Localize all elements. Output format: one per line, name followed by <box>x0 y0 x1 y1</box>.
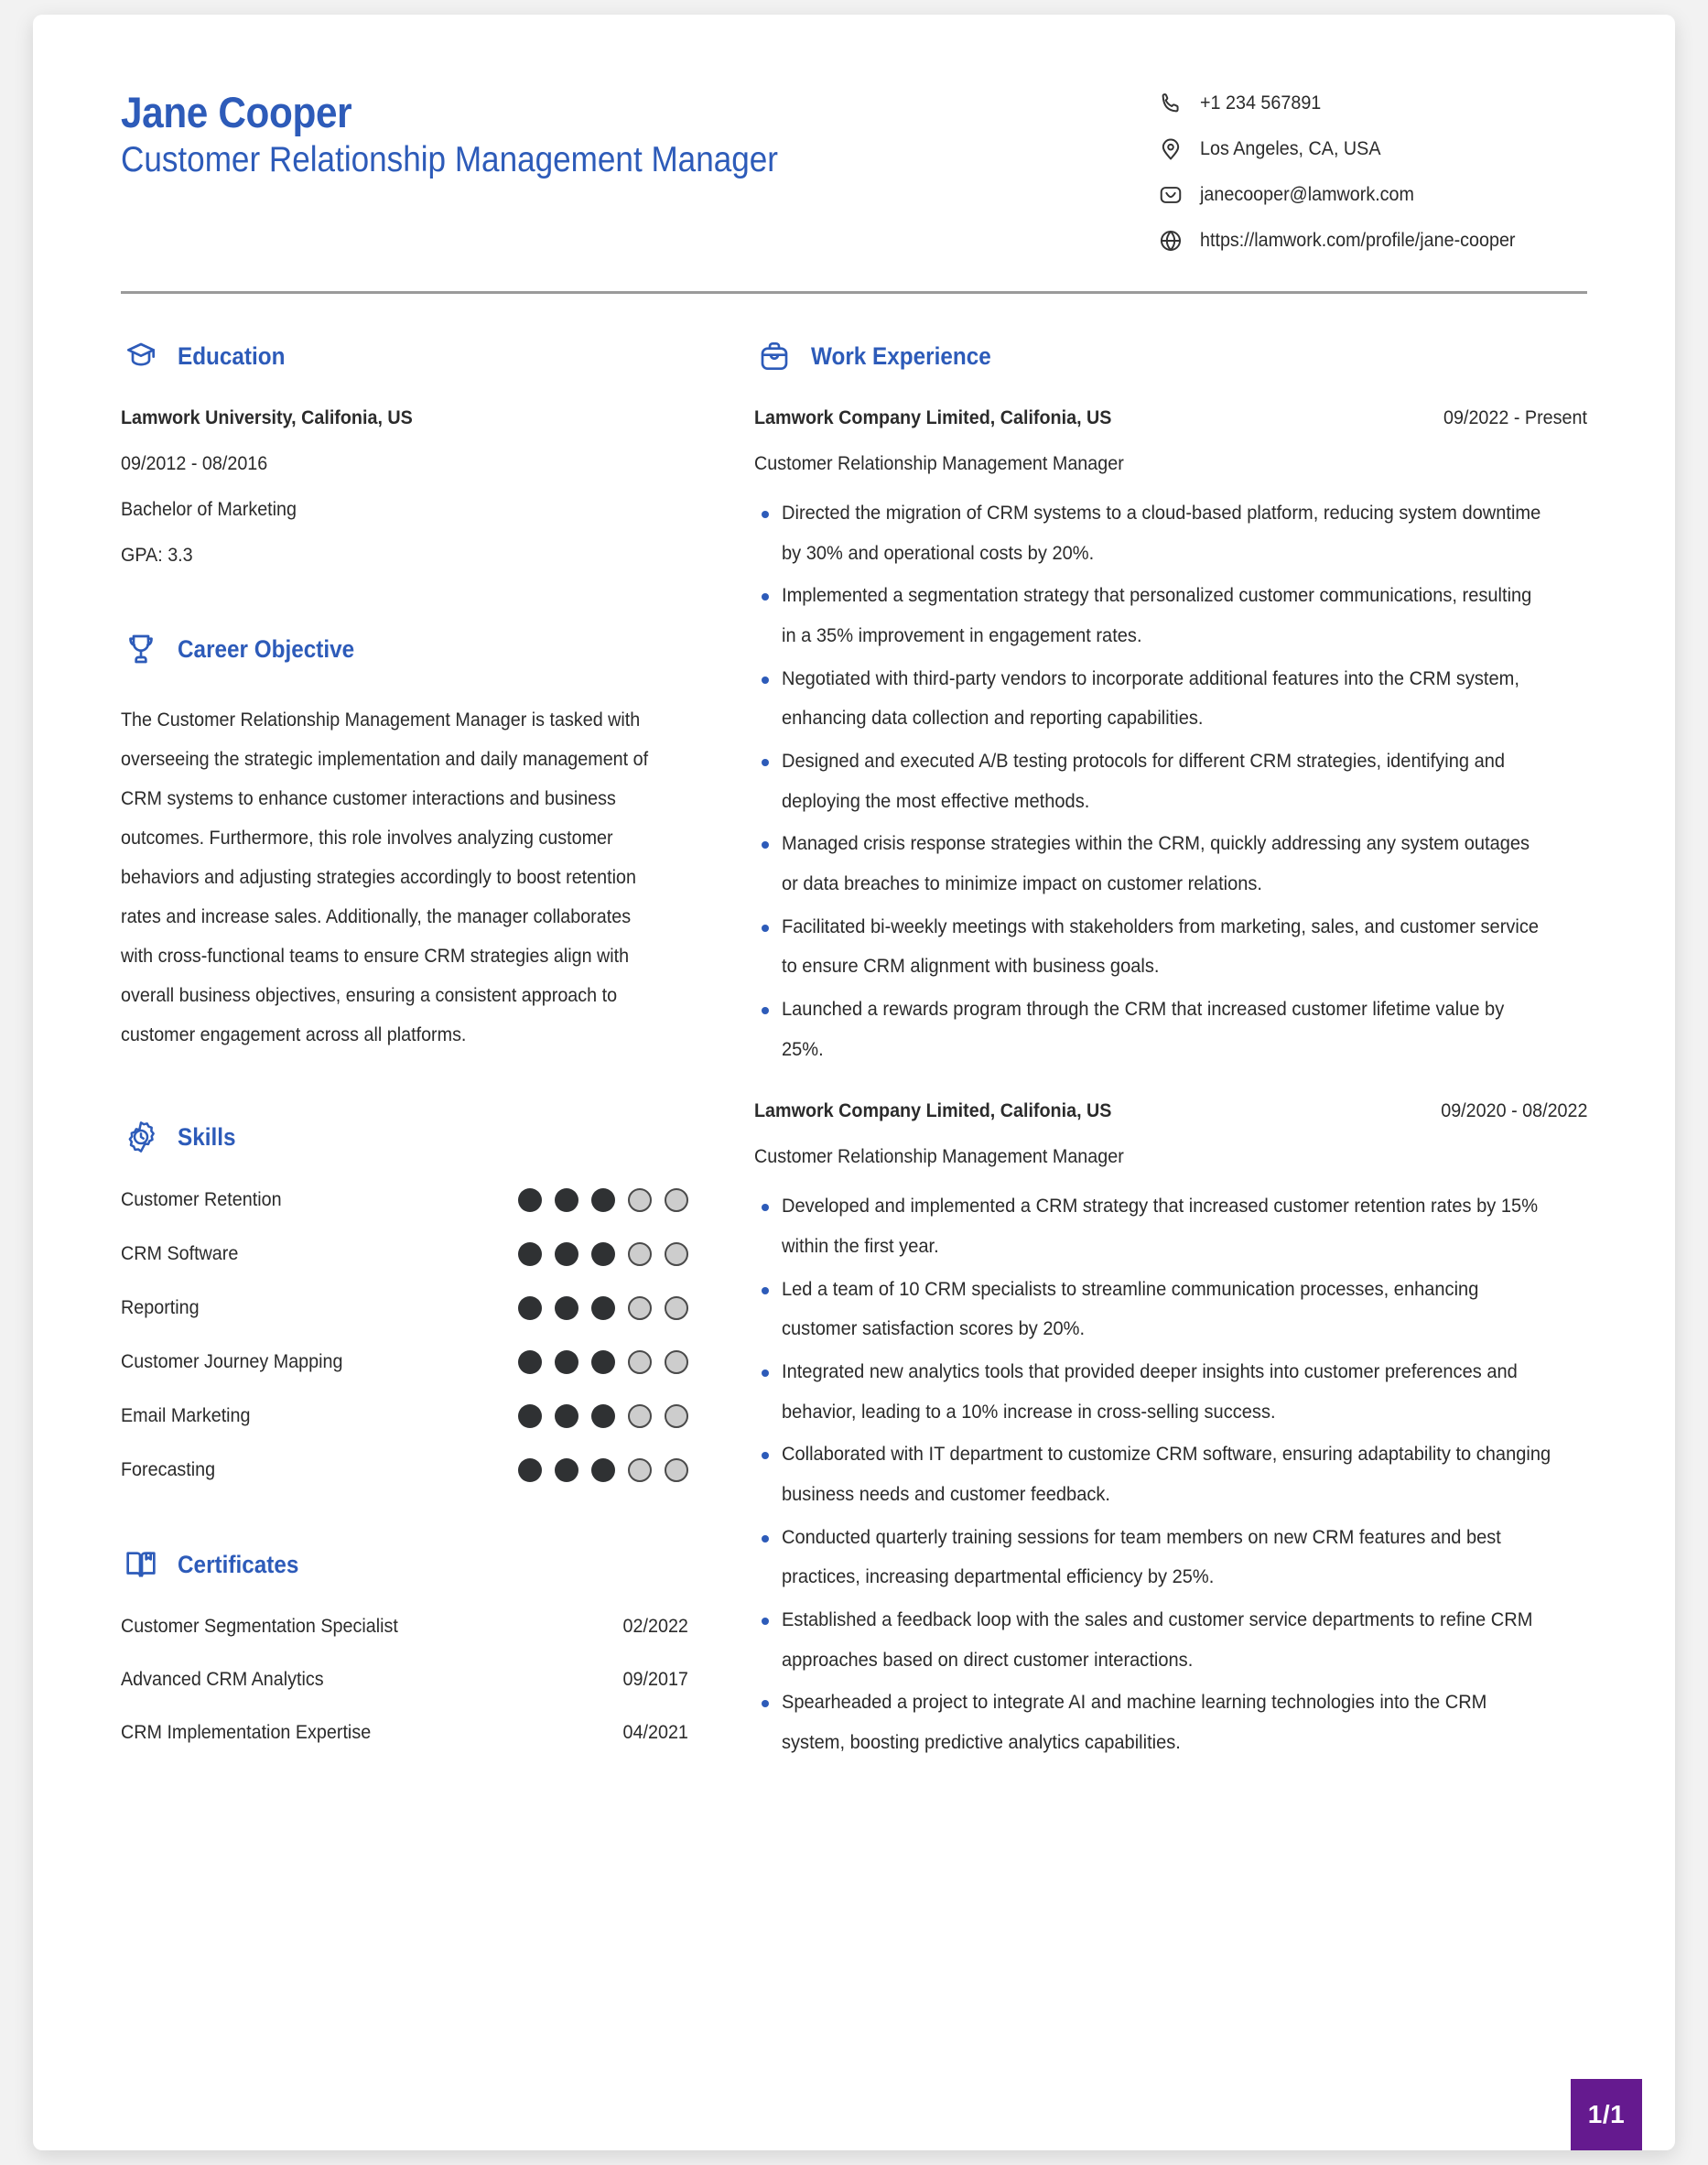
education-dates: 09/2012 - 08/2016 <box>121 453 268 474</box>
job-role: Customer Relationship Management Manager <box>754 1146 1124 1168</box>
skill-dot-filled <box>518 1296 542 1320</box>
spacer <box>121 1482 688 1544</box>
skill-dot-empty <box>665 1242 688 1266</box>
skill-dot-filled <box>518 1188 542 1212</box>
education-gpa: GPA: 3.3 <box>121 545 193 566</box>
skill-dot-empty <box>665 1458 688 1482</box>
job-bullet <box>754 576 1587 655</box>
career-objective-heading <box>121 629 688 669</box>
location-pin-icon <box>1157 135 1184 163</box>
skill-dot-filled <box>591 1350 615 1374</box>
section-certificates <box>121 1544 688 1744</box>
education-heading <box>121 336 688 376</box>
job-entry <box>754 1100 1587 1762</box>
skill-dot-filled <box>591 1188 615 1212</box>
job-bullet-text: Spearheaded a project to integrate AI and machine learning technologies into the CRM system, boosting predictive analytics capabilities. <box>782 1692 1487 1754</box>
header-divider <box>121 291 1587 294</box>
trophy-icon <box>121 629 161 669</box>
skill-dot-filled <box>555 1404 578 1428</box>
job-bullet-text: Collaborated with IT department to customize CRM software, ensuring adaptability to changing business needs and customer feedback. <box>782 1444 1551 1506</box>
skill-dot-empty <box>665 1296 688 1320</box>
contact-phone-row <box>1157 90 1587 117</box>
identity-block <box>121 79 851 181</box>
job-bullet <box>754 1270 1587 1349</box>
skills-heading <box>121 1117 688 1157</box>
certificate-name: CRM Implementation Expertise <box>121 1722 372 1744</box>
job-header <box>754 407 1587 429</box>
skill-label: CRM Software <box>121 1243 239 1265</box>
job-entry <box>754 407 1587 1069</box>
certificate-name: Advanced CRM Analytics <box>121 1669 324 1691</box>
website-text: https://lamwork.com/profile/jane-cooper <box>1200 230 1516 251</box>
left-column <box>121 336 688 1770</box>
contact-location-row <box>1157 135 1587 163</box>
skill-dot-filled <box>518 1404 542 1428</box>
skill-dot-filled <box>555 1350 578 1374</box>
skill-dot-empty <box>628 1404 652 1428</box>
certificate-row <box>121 1722 688 1744</box>
job-bullets <box>754 493 1587 1069</box>
job-bullet-text: Integrated new analytics tools that provided deeper insights into customer preferences and behavior, leading to a 10% increase in cross-selling success. <box>782 1361 1518 1423</box>
skills-title: Skills <box>178 1122 236 1151</box>
education-school: Lamwork University, Califonia, US <box>121 407 413 428</box>
skill-dot-filled <box>518 1458 542 1482</box>
contact-email-row <box>1157 181 1587 209</box>
resume-header <box>121 79 1587 254</box>
job-bullet-text: Established a feedback loop with the sales and customer service departments to refine CRM approaches based on direct customer interactions. <box>782 1609 1533 1671</box>
skill-label: Forecasting <box>121 1459 216 1481</box>
column-gap <box>688 336 754 1770</box>
certificate-date: 04/2021 <box>622 1722 688 1744</box>
spacer <box>121 567 688 629</box>
certificate-row <box>121 1669 688 1691</box>
skill-dot-empty <box>628 1458 652 1482</box>
job-bullet <box>754 907 1587 987</box>
skill-rating <box>518 1188 688 1212</box>
job-company: Lamwork Company Limited, Califonia, US <box>754 407 1112 428</box>
resume-body <box>121 336 1587 1770</box>
skill-row <box>121 1188 688 1212</box>
skill-dot-empty <box>665 1404 688 1428</box>
education-degree: Bachelor of Marketing <box>121 499 297 520</box>
skill-dot-filled <box>555 1458 578 1482</box>
job-company: Lamwork Company Limited, Califonia, US <box>754 1100 1112 1122</box>
job-bullet <box>754 1352 1587 1432</box>
certificate-date: 09/2017 <box>622 1669 688 1691</box>
skill-dot-filled <box>591 1404 615 1428</box>
job-bullet <box>754 742 1587 821</box>
skill-dot-filled <box>518 1350 542 1374</box>
career-objective-title: Career Objective <box>178 634 355 663</box>
job-bullet-text: Conducted quarterly training sessions for team members on new CRM features and best practices, increasing departmental efficiency by 25%. <box>782 1526 1501 1588</box>
work-experience-heading <box>754 336 1587 376</box>
envelope-icon <box>1157 181 1184 209</box>
skill-dot-empty <box>628 1296 652 1320</box>
job-bullet <box>754 1683 1587 1762</box>
job-bullet-text: Directed the migration of CRM systems to a cloud-based platform, reducing system downtime by 30% and operational costs by 20%. <box>782 503 1541 564</box>
skill-dot-empty <box>665 1188 688 1212</box>
skill-dot-empty <box>628 1188 652 1212</box>
email-text: janecooper@lamwork.com <box>1200 184 1414 205</box>
skill-row <box>121 1458 688 1482</box>
skill-rating <box>518 1458 688 1482</box>
job-bullet <box>754 1434 1587 1514</box>
skill-label: Customer Journey Mapping <box>121 1351 343 1373</box>
skill-dot-filled <box>555 1188 578 1212</box>
job-dates: 09/2020 - 08/2022 <box>1440 1100 1587 1122</box>
job-bullet <box>754 493 1587 573</box>
job-bullet <box>754 1518 1587 1597</box>
resume-page <box>33 15 1675 2150</box>
job-bullet <box>754 659 1587 739</box>
candidate-job-title: Customer Relationship Management Manager <box>121 140 778 180</box>
job-role: Customer Relationship Management Manager <box>754 453 1124 474</box>
section-skills <box>121 1117 688 1482</box>
skill-row <box>121 1404 688 1428</box>
skill-dot-filled <box>518 1242 542 1266</box>
job-bullet-text: Managed crisis response strategies within the CRM, quickly addressing any system outages or data breaches to minimize impact on customer relations. <box>782 833 1530 895</box>
skill-rating <box>518 1404 688 1428</box>
certificate-date: 02/2022 <box>622 1616 688 1638</box>
phone-text: +1 234 567891 <box>1200 92 1322 114</box>
job-bullet-text: Designed and executed A/B testing protocols for different CRM strategies, identifying and deploying the most effective methods. <box>782 751 1506 812</box>
candidate-name: Jane Cooper <box>121 88 352 136</box>
job-bullet <box>754 824 1587 904</box>
gear-clock-icon <box>121 1117 161 1157</box>
open-book-bookmark-icon <box>121 1544 161 1585</box>
skills-list <box>121 1188 688 1482</box>
skill-dot-filled <box>591 1296 615 1320</box>
briefcase-icon <box>754 336 795 376</box>
skill-dot-filled <box>555 1242 578 1266</box>
globe-icon <box>1157 227 1184 254</box>
certificates-heading <box>121 1544 688 1585</box>
right-column <box>754 336 1587 1770</box>
skill-rating <box>518 1242 688 1266</box>
contact-block <box>1157 79 1587 254</box>
job-bullet-text: Developed and implemented a CRM strategy that increased customer retention rates by 15% within the first year. <box>782 1196 1539 1258</box>
skill-row <box>121 1350 688 1374</box>
certificate-row <box>121 1616 688 1638</box>
spacer <box>121 1055 688 1117</box>
contact-website-row <box>1157 227 1587 254</box>
certificate-name: Customer Segmentation Specialist <box>121 1616 398 1638</box>
education-title: Education <box>178 341 286 370</box>
page-indicator-badge: 1/1 <box>1571 2079 1642 2150</box>
section-education <box>121 336 688 567</box>
skill-dot-filled <box>555 1296 578 1320</box>
work-experience-title: Work Experience <box>811 341 991 370</box>
skill-dot-filled <box>591 1242 615 1266</box>
skill-dot-empty <box>665 1350 688 1374</box>
certificates-title: Certificates <box>178 1550 299 1578</box>
phone-icon <box>1157 90 1184 117</box>
section-career-objective <box>121 629 688 1055</box>
graduation-cap-icon <box>121 336 161 376</box>
career-objective-text: The Customer Relationship Management Manager is tasked with overseeing the strategic implementation and daily management of CRM systems to enhance customer interactions and business outcomes. Furthermore, this role involves analyzing customer behaviors and adjusting strategies accordingly to boost retention rates and increase sales. Additionally, the manager collaborates with cross-functional teams to ensure CRM strategies align with overall business objectives, ensuring a consistent approach to customer engagement across all platforms. <box>121 709 649 1046</box>
job-bullet-text: Led a team of 10 CRM specialists to streamline communication processes, enhancing customer satisfaction scores by 20%. <box>782 1278 1479 1340</box>
job-bullet <box>754 1600 1587 1680</box>
job-spacer <box>754 1077 1587 1100</box>
skill-dot-empty <box>628 1350 652 1374</box>
job-bullet-text: Facilitated bi-weekly meetings with stakeholders from marketing, sales, and customer service to ensure CRM alignment with business goals. <box>782 915 1540 978</box>
job-bullets <box>754 1186 1587 1762</box>
skill-row <box>121 1242 688 1266</box>
skill-label: Customer Retention <box>121 1189 282 1211</box>
job-bullet <box>754 990 1587 1069</box>
job-bullet-text: Negotiated with third-party vendors to incorporate additional features into the CRM system, enhancing data collection and reporting capabilities. <box>782 667 1519 730</box>
certificates-list <box>121 1616 688 1744</box>
job-bullet <box>754 1186 1587 1266</box>
skill-row <box>121 1296 688 1320</box>
skill-dot-empty <box>628 1242 652 1266</box>
jobs-list <box>754 407 1587 1763</box>
job-header <box>754 1100 1587 1122</box>
skill-label: Email Marketing <box>121 1405 251 1427</box>
job-dates: 09/2022 - Present <box>1443 407 1587 428</box>
skill-rating <box>518 1350 688 1374</box>
skill-dot-filled <box>591 1458 615 1482</box>
job-bullet-text: Launched a rewards program through the CRM that increased customer lifetime value by 25%. <box>782 999 1505 1060</box>
job-bullet-text: Implemented a segmentation strategy that personalized customer communications, resulting in a 35% improvement in engagement rates. <box>782 585 1532 647</box>
location-text: Los Angeles, CA, USA <box>1200 138 1381 159</box>
skill-label: Reporting <box>121 1297 200 1319</box>
skill-rating <box>518 1296 688 1320</box>
